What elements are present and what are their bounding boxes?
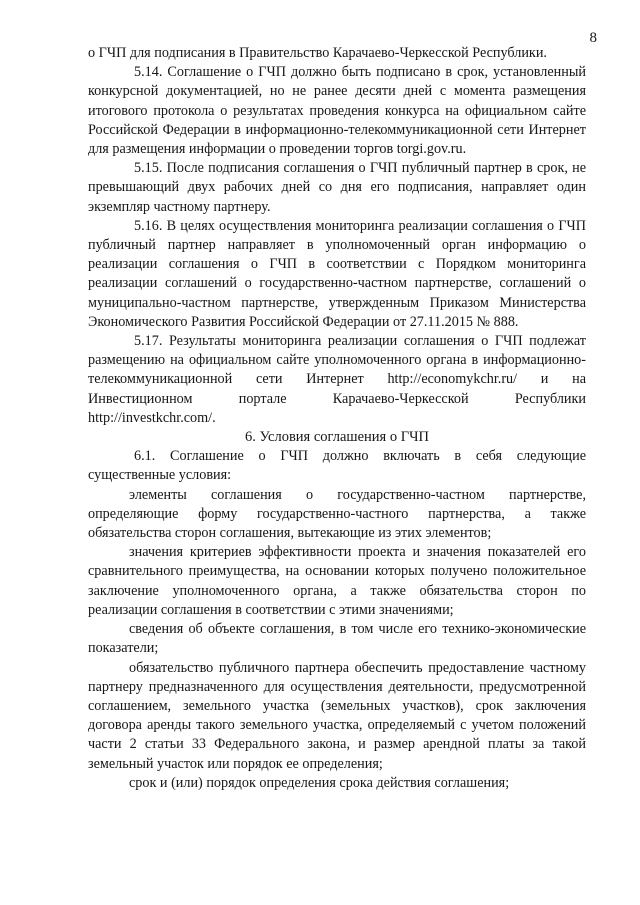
paragraph-5-14: 5.14. Соглашение о ГЧП должно быть подписано в срок, установленный конкурсной документацией, но не ранее десяти дней с момента размещения итогового протокола о результатах проведения конкурса на официальном сайте Российской Федерации в информационно-телекоммуникационной сети Интернет для размещения информации о проведении торгов torgi.gov.ru. [88, 64, 586, 158]
paragraph-continuation: о ГЧП для подписания в Правительство Карачаево-Черкесской Республики. [88, 45, 547, 61]
paragraph-5-15: 5.15. После подписания соглашения о ГЧП публичный партнер в срок, не превышающий двух рабочих дней со дня его подписания, направляет один экземпляр частному партнеру. [88, 160, 586, 215]
condition-item: срок и (или) порядок определения срока действия соглашения; [129, 774, 510, 791]
paragraph-5-16: 5.16. В целях осуществления мониторинга реализации соглашения о ГЧП публичный партнер направляет в уполномоченный орган информацию о реализации соглашения о ГЧП в соответствии с Порядком мониторинга реализации соглашений о государственно-частном партнерстве, соглашений о муниципально-частном партнерстве, утвержденным Приказом Министерства Экономического Развития Российской Федерации от 27.11.2015 № 888. [88, 217, 586, 330]
paragraph-6-1: 6.1. Соглашение о ГЧП должно включать в себя следующие существенные условия: [88, 448, 586, 484]
condition-item: значения критериев эффективности проекта и значения показателей его сравнительного преимущества, на основании которых получено положительное заключение уполномоченного органа, а также обязательства сторон по реализации соглашения в соответствии с этими значениями; [88, 544, 586, 618]
page-number: 8 [589, 30, 597, 46]
condition-item: обязательство публичного партнера обеспечить предоставление частному партнеру предназначенного для осуществления деятельности, предусмотренной соглашением, земельного участка (земельных участков), срок заключения договора аренды такого земельного участка, определяемый с учетом положений части 2 статьи 33 Федерального закона, и размер арендной платы за такой земельный участок или порядок ее определения; [88, 659, 586, 772]
document-body [88, 44, 586, 793]
section-heading: 6. Условия соглашения о ГЧП [245, 429, 429, 446]
paragraph-5-17: 5.17. Результаты мониторинга реализации соглашения о ГЧП подлежат размещению на официальном сайте уполномоченного органа в информационно-телекоммуникационной сети Интернет http://economykchr.ru/ и на Инвестиционном портале Карачаево-Черкесской Республики http://investkchr.com/. [88, 333, 586, 426]
condition-item: сведения об объекте соглашения, в том числе его технико-экономические показатели; [88, 621, 586, 657]
condition-item: элементы соглашения о государственно-частном партнерстве, определяющие форму государственно-частного партнерства, а также обязательства сторон соглашения, вытекающие из этих элементов; [88, 486, 586, 542]
